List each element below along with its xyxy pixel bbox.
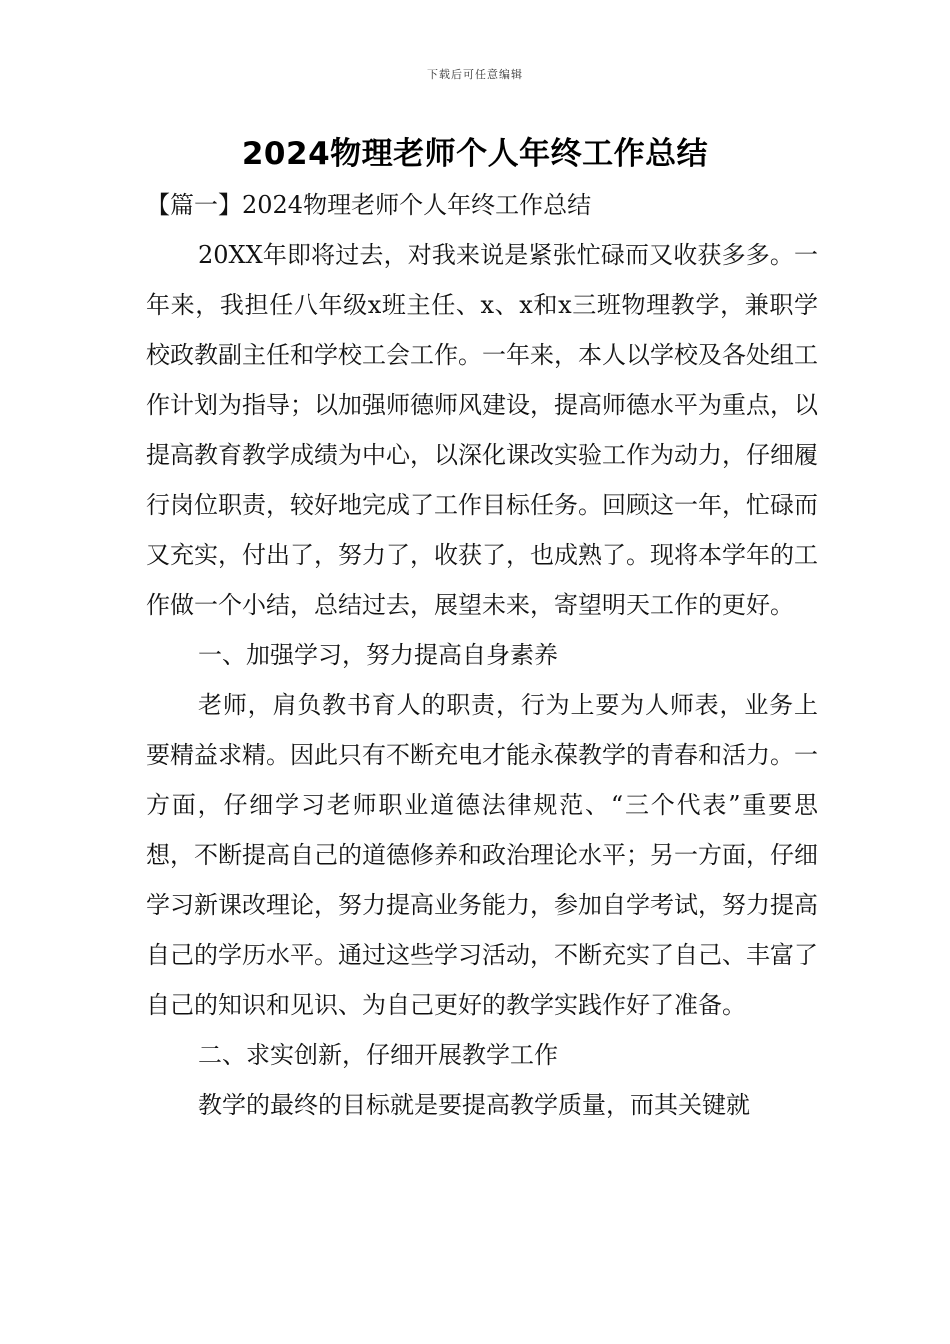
paragraph-intro: 20XX年即将过去，对我来说是紧张忙碌而又收获多多。一年来，我担任八年级x班主任、x、x和x三班物理教学，兼职学校政教副主任和学校工会工作。一年来，本人以学校及各处组工作计划为指导；以加强师德师风建设，提高师德水平为重点，以提高教育教学成绩为中心，以深化课改实验工作为动力，仔细履行岗位职责，较好地完成了工作目标任务。回顾这一年，忙碌而又充实，付出了，努力了，收获了，也成熟了。现将本学年的工作做一个小结，总结过去，展望未来，寄望明天工作的更好。 xyxy=(146,241,818,619)
section-heading-1: 一、加强学习，努力提高自身素养 xyxy=(198,641,558,669)
document-body xyxy=(146,180,818,1130)
paragraph-learning: 老师，肩负教书育人的职责，行为上要为人师表，业务上要精益求精。因此只有不断充电才能永葆教学的青春和活力。一方面，仔细学习老师职业道德法律规范、“三个代表”重要思想，不断提高自己的道德修养和政治理论水平；另一方面，仔细学习新课改理论，努力提高业务能力，参加自学考试，努力提高自己的学历水平。通过这些学习活动，不断充实了自己、丰富了自己的知识和见识、为自己更好的教学实践作好了准备。 xyxy=(146,691,818,1019)
section-heading-2: 二、求实创新，仔细开展教学工作 xyxy=(198,1041,558,1069)
header-note: 下载后可任意编辑 xyxy=(427,68,523,81)
section-label: 【篇一】2024物理老师个人年终工作总结 xyxy=(146,191,592,219)
paragraph-teaching: 教学的最终的目标就是要提高教学质量，而其关键就 xyxy=(198,1091,750,1119)
document-title: 2024物理老师个人年终工作总结 xyxy=(241,136,709,172)
